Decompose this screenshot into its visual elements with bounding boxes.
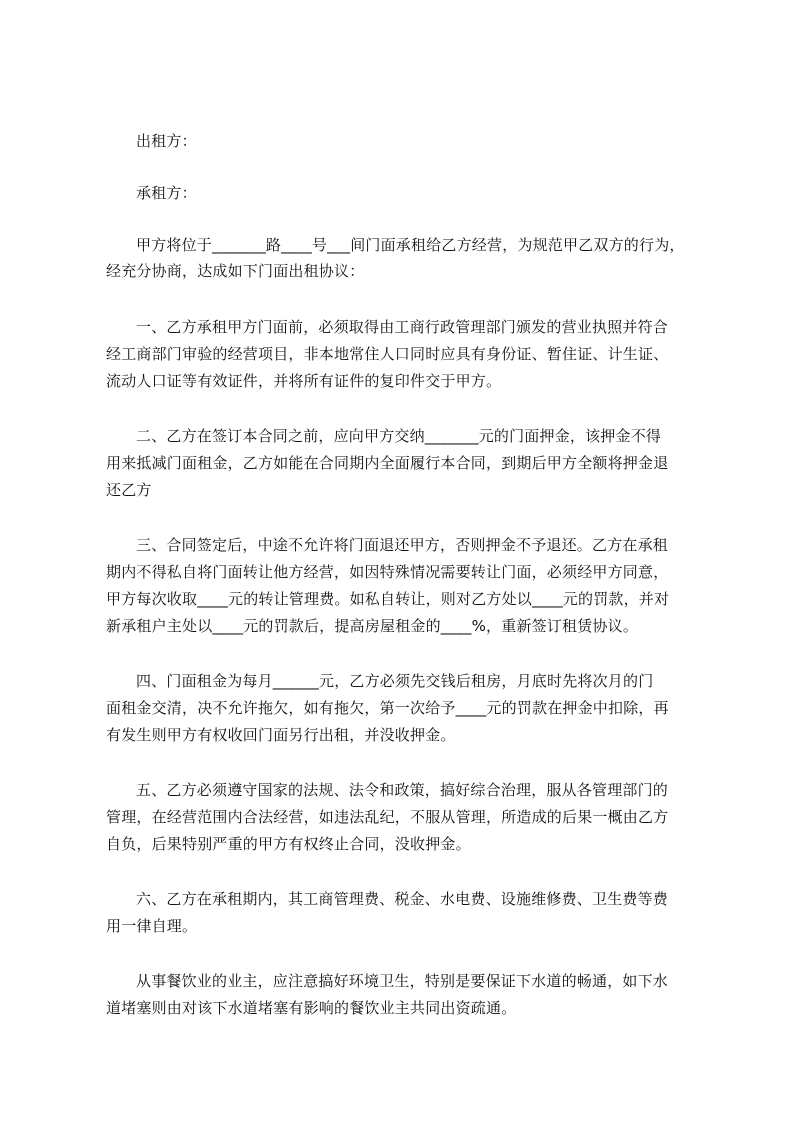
paragraph-line: 期内不得私自将门面转让他方经营，如因特殊情况需要转让门面，必须经甲方同意， <box>106 563 669 581</box>
paragraph-line: 二、乙方在签订本合同之前，应向甲方交纳_______元的门面押金，该押金不得 <box>136 427 662 445</box>
paragraph-line: 六、乙方在承租期内，其工商管理费、税金、水电费、设施维修费、卫生费等费 <box>136 890 669 908</box>
paragraph-line: 四、门面租金为每月______元，乙方必须先交钱后租房，月底时先将次月的门 <box>136 672 654 690</box>
paragraph-line: 管理，在经营范围内合法经营，如违法乱纪，不服从管理，所造成的后果一概由乙方 <box>106 808 669 826</box>
paragraph-line: 经工商部门审验的经营项目，非本地常住人口同时应具有身份证、暂住证、计生证、 <box>106 345 669 363</box>
paragraph-line: 用一律自理。 <box>106 917 198 935</box>
paragraph-line: 经充分协商，达成如下门面出租协议： <box>106 262 365 280</box>
paragraph-line: 三、合同签定后，中途不允许将门面退还甲方，否则押金不予退还。乙方在承租 <box>136 536 669 554</box>
paragraph-line: 新承租户主处以____元的罚款后，提高房屋租金的____%，重新签订租赁协议。 <box>106 617 639 635</box>
paragraph-line: 甲方将位于_______路____号___间门面承租给乙方经营，为规范甲乙双方的行为， <box>136 236 685 254</box>
paragraph-line: 用来抵减门面租金，乙方如能在合同期内全面履行本合同，到期后甲方全额将押金退 <box>106 454 669 472</box>
paragraph-line: 甲方每次收取____元的转让管理费。如私自转让，则对乙方处以____元的罚款，并对 <box>106 590 670 608</box>
paragraph-line: 还乙方 <box>106 481 152 499</box>
paragraph-line: 道堵塞则由对该下水道堵塞有影响的餐饮业主共同出资疏通。 <box>106 999 517 1017</box>
paragraph-line: 从事餐饮业的业主，应注意搞好环境卫生，特别是要保证下水道的畅通，如下水 <box>136 972 669 990</box>
paragraph-line: 自负，后果特别严重的甲方有权终止合同，没收押金。 <box>106 835 471 853</box>
lessee-label: 承租方： <box>136 184 197 202</box>
paragraph-line: 面租金交清，决不允许拖欠，如有拖欠，第一次给予____元的罚款在押金中扣除，再 <box>106 699 669 717</box>
paragraph-line: 一、乙方承租甲方门面前，必须取得由工商行政管理部门颁发的营业执照并符合 <box>136 318 669 336</box>
paragraph-line: 五、乙方必须遵守国家的法规、法令和政策，搞好综合治理，服从各管理部门的 <box>136 781 669 799</box>
lessor-label: 出租方： <box>136 132 197 150</box>
paragraph-line: 流动人口证等有效证件，并将所有证件的复印件交于甲方。 <box>106 372 502 390</box>
paragraph-line: 有发生则甲方有权收回门面另行出租，并没收押金。 <box>106 726 456 744</box>
